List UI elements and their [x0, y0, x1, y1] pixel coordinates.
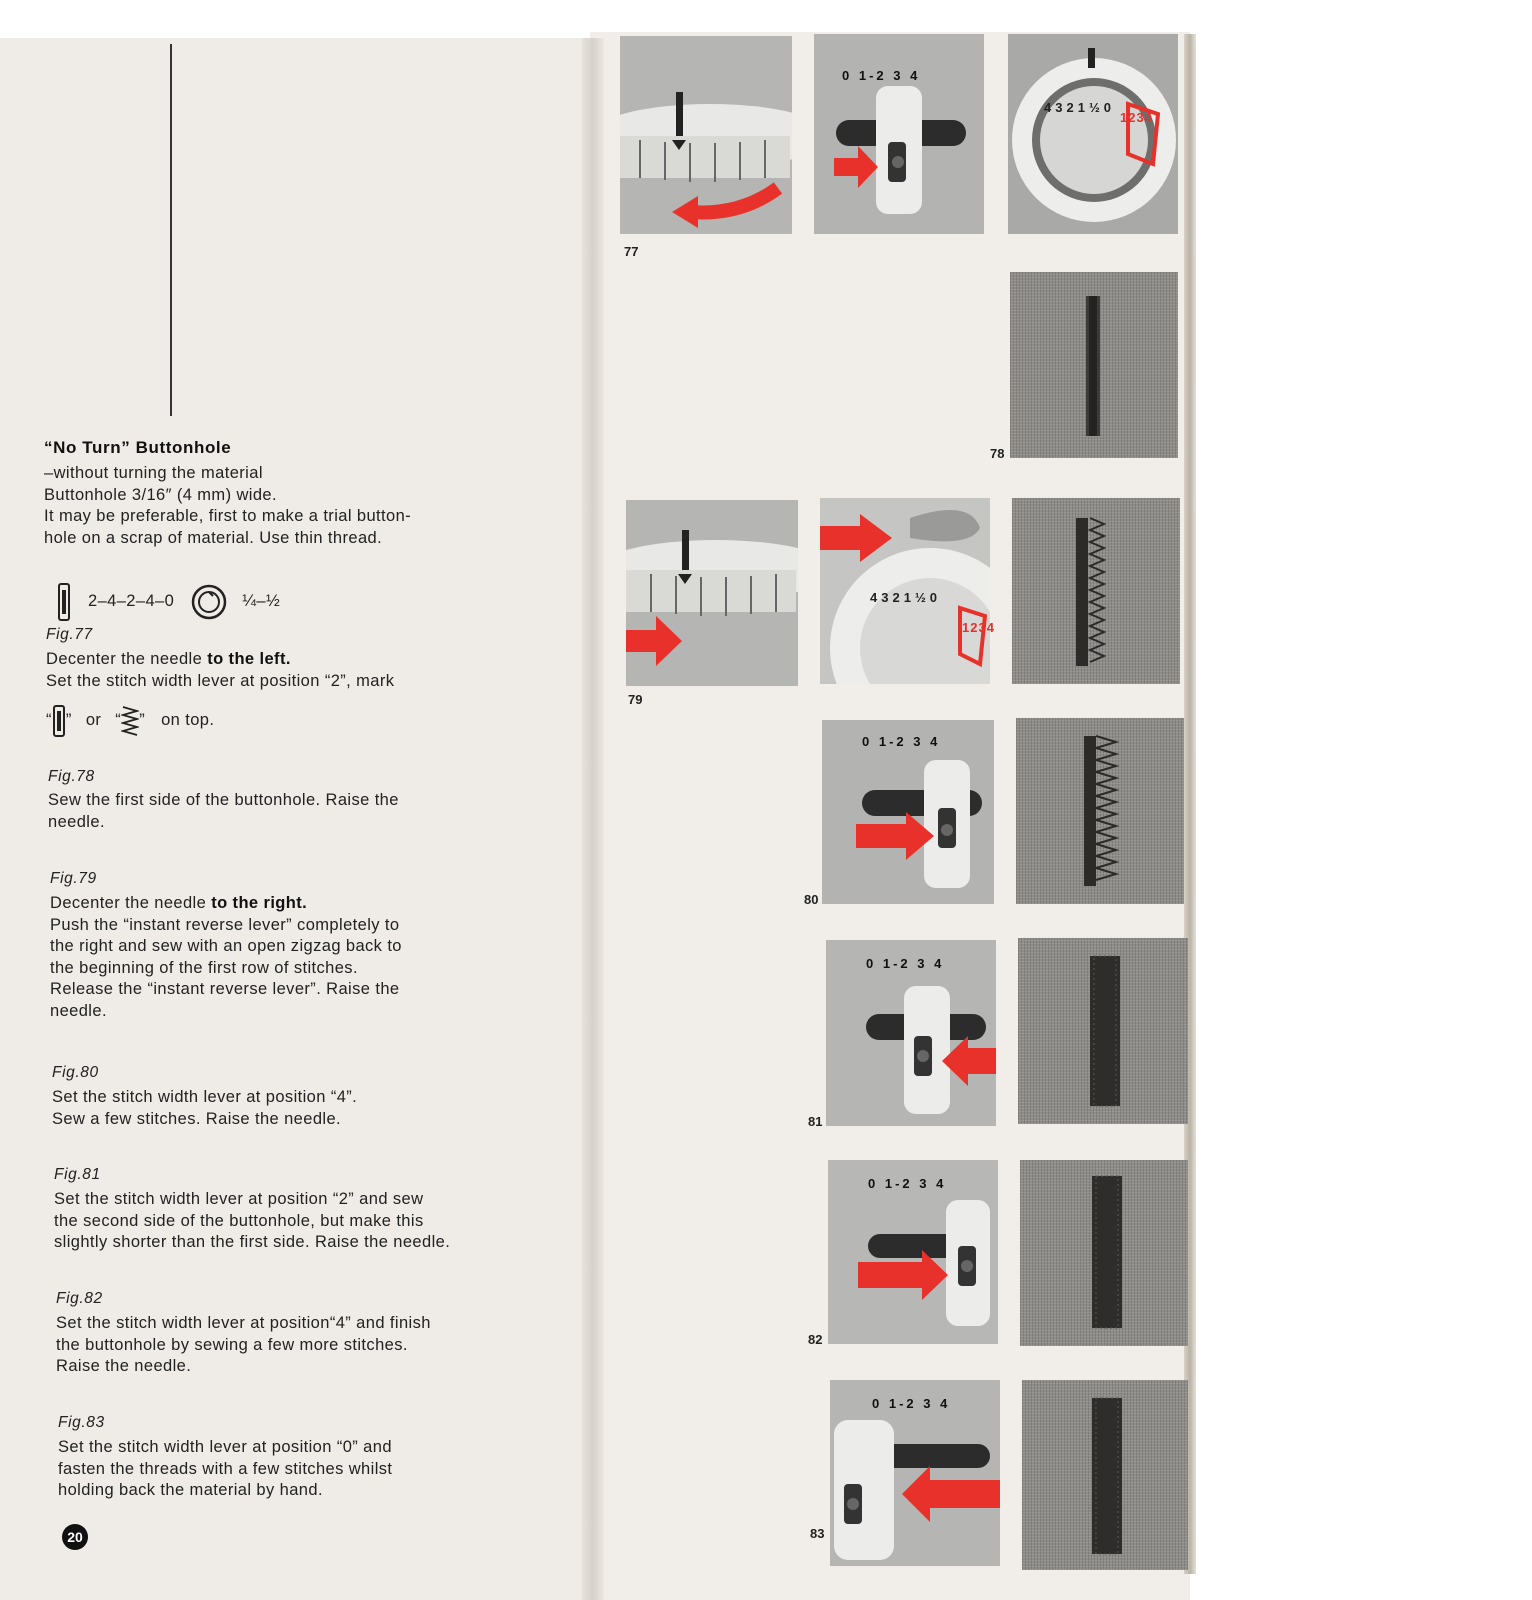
fig-number-77: 77 — [624, 244, 639, 259]
quote-open: “ — [46, 711, 52, 730]
dial-mark: 1 — [903, 590, 915, 605]
intro-line: hole on a scrap of material. Use thin thread. — [44, 528, 383, 547]
fig83-fabric-photo — [1022, 1380, 1188, 1570]
fig81-fabric-photo — [1018, 938, 1188, 1124]
text-line: Set the stitch width lever at position “2” and sew — [54, 1190, 424, 1208]
dial-red-marks: 1234 — [962, 620, 995, 635]
dial-mark: 3 — [1055, 100, 1067, 115]
dial-red-marks: 1234 — [1120, 110, 1153, 125]
dial-marks — [870, 590, 941, 605]
text-line: the second side of the buttonhole, but make this — [54, 1211, 424, 1230]
fig80-fabric-photo — [1016, 718, 1184, 904]
dial-mark: 2 — [1066, 100, 1078, 115]
quote-close: ” — [139, 711, 146, 730]
fig80-text — [52, 1087, 357, 1130]
fig77-line1b: to the left. — [207, 650, 291, 668]
zigzag-stitch-icon — [121, 704, 139, 738]
fig79-line1b: to the right. — [211, 894, 308, 912]
dial-mark: 3 — [881, 590, 893, 605]
fig77-line2: Set the stitch width lever at position “2”, mark — [46, 671, 395, 690]
text-line: Set the stitch width lever at position “4”. — [52, 1088, 358, 1106]
text-line: the buttonhole by sewing a few more stitches. — [56, 1335, 408, 1354]
width-sequence: 2–4–2–4–0 — [88, 592, 175, 611]
dial-mark: 0 — [929, 590, 942, 605]
text-line: Set the stitch width lever at position“4” and finish — [56, 1314, 431, 1332]
fig79-text — [50, 893, 402, 1022]
fig77-line1a: Decenter the needle — [46, 650, 208, 668]
or-text: or — [85, 711, 102, 730]
dial-mark: 0 — [1103, 100, 1116, 115]
text-line: Raise the needle. — [56, 1357, 192, 1375]
fig81-text — [54, 1189, 450, 1254]
quote-open: “ — [115, 711, 122, 730]
intro-text — [44, 463, 411, 549]
lever-scale: 0 1-2 3 4 — [862, 734, 941, 749]
text-line: Push the “instant reverse lever” completely to — [50, 915, 400, 934]
fig77-lever-photo — [814, 34, 984, 234]
fig-number-81: 81 — [808, 1114, 823, 1129]
text-line: needle. — [48, 812, 105, 831]
text-line: Release the “instant reverse lever”. Raise the — [50, 980, 400, 998]
dial-marks — [1044, 100, 1115, 115]
section-heading: “No Turn” Buttonhole — [44, 438, 232, 457]
fig79-dial-photo — [626, 500, 798, 686]
page-number-text: 20 — [67, 1529, 83, 1545]
fig-number-78: 78 — [990, 446, 1005, 461]
fig-number-79: 79 — [628, 692, 643, 707]
fig-number-83: 83 — [810, 1526, 825, 1541]
fig-label-77: Fig.77 — [46, 626, 93, 643]
dial-mark: 4 — [870, 590, 882, 605]
buttonhole-foot-icon — [56, 582, 72, 622]
lever-scale: 0 1-2 3 4 — [872, 1396, 951, 1411]
text-line: Sew the first side of the buttonhole. Raise the — [48, 791, 399, 809]
fig83-text — [58, 1437, 392, 1502]
quote-close: ” — [65, 711, 72, 730]
fig77-mark-row — [46, 704, 214, 738]
settings-row — [56, 582, 280, 622]
dial-mark: ½ — [914, 590, 930, 605]
text-line: Set the stitch width lever at position “0” and — [58, 1438, 392, 1456]
text-line: Sew a few stitches. Raise the needle. — [52, 1109, 342, 1128]
fig79-fabric-photo — [1012, 498, 1180, 684]
text-line: the right and sew with an open zigzag back to — [50, 937, 402, 955]
dial-mark: 1 — [1077, 100, 1089, 115]
text-line: fasten the threads with a few stitches whilst — [58, 1459, 393, 1478]
fig-label-79: Fig.79 — [50, 870, 97, 887]
text-line: slightly shorter than the first side. Raise the needle. — [54, 1233, 451, 1251]
stitch-length-dial-icon — [190, 583, 228, 621]
buttonhole-stitch-icon — [52, 704, 66, 738]
fig78-text — [48, 790, 399, 833]
fig77-dial-photo — [620, 36, 792, 234]
intro-line: –without turning the material — [44, 464, 263, 482]
dial-mark: ½ — [1088, 100, 1104, 115]
fig-number-82: 82 — [808, 1332, 823, 1347]
vertical-rule — [170, 44, 172, 416]
lever-scale: 0 1-2 3 4 — [868, 1176, 947, 1191]
lever-scale: 0 1-2 3 4 — [842, 68, 921, 83]
text-line: holding back the material by hand. — [58, 1481, 323, 1499]
fig82-text — [56, 1313, 431, 1378]
fig79-line1a: Decenter the needle — [50, 894, 212, 912]
book-gutter — [582, 38, 604, 1600]
text-line: the beginning of the first row of stitches. — [50, 958, 358, 977]
fig-label-82: Fig.82 — [56, 1290, 103, 1307]
intro-line: It may be preferable, first to make a trial button- — [44, 507, 412, 525]
dial-mark: 4 — [1044, 100, 1056, 115]
text-line: needle. — [50, 1001, 107, 1020]
fig-label-81: Fig.81 — [54, 1166, 101, 1183]
fig78-fabric-photo — [1010, 272, 1178, 458]
intro-line: Buttonhole 3/16″ (4 mm) wide. — [44, 485, 277, 504]
fig77-stitch-dial-photo — [1008, 34, 1178, 234]
fig-label-80: Fig.80 — [52, 1064, 99, 1081]
fig82-fabric-photo — [1020, 1160, 1188, 1346]
fig-label-78: Fig.78 — [48, 768, 95, 785]
dial-mark: 2 — [892, 590, 904, 605]
page-number — [62, 1524, 88, 1550]
length-setting: ¼–½ — [242, 592, 281, 611]
on-top-text: on top. — [161, 711, 215, 730]
fig77-text — [46, 649, 394, 692]
lever-scale: 0 1-2 3 4 — [866, 956, 945, 971]
fig-label-83: Fig.83 — [58, 1414, 105, 1431]
fig-number-80: 80 — [804, 892, 819, 907]
